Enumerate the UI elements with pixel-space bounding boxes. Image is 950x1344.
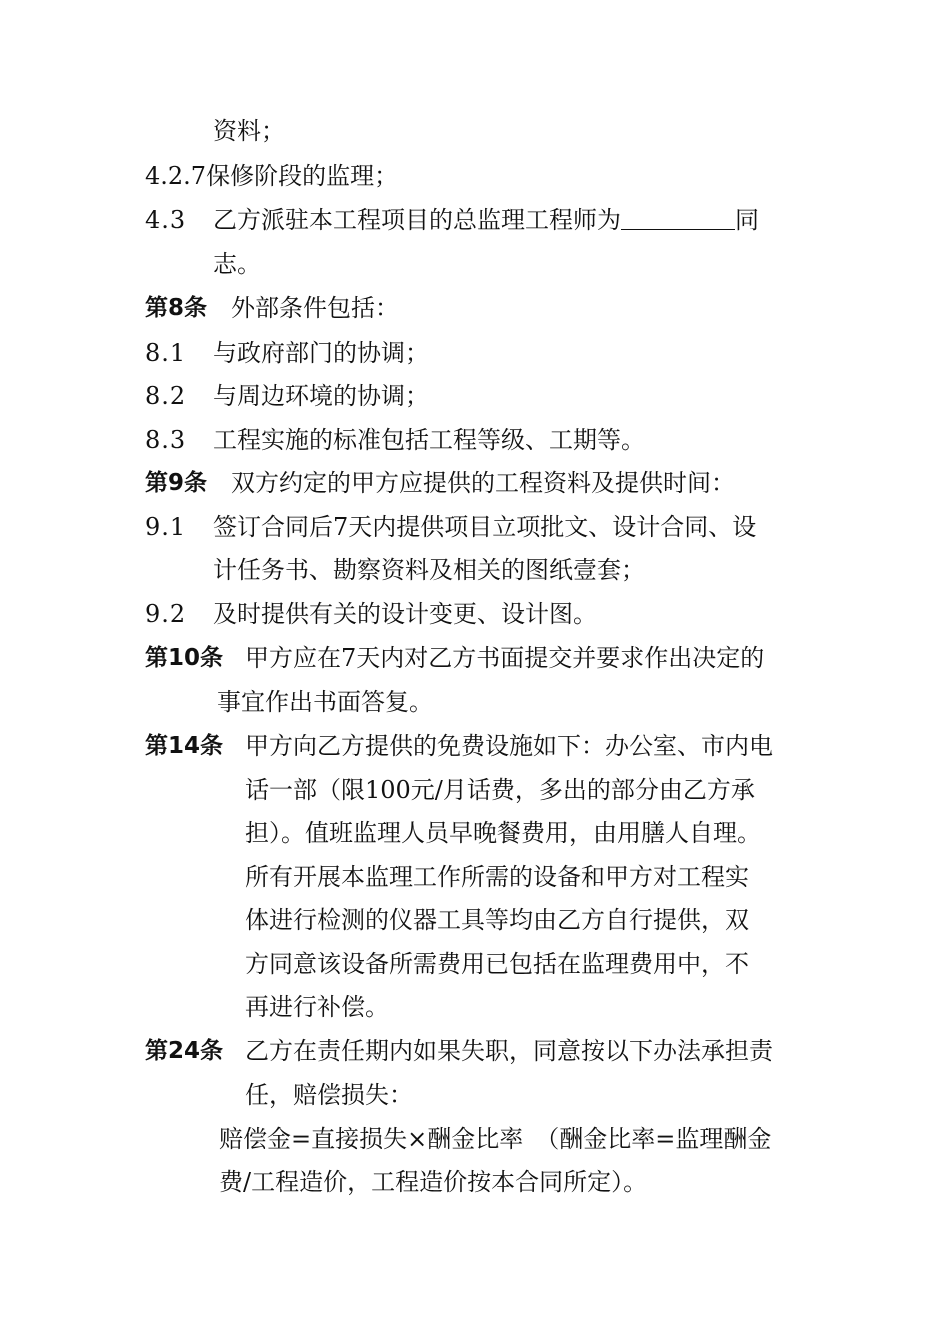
article-text: 双方约定的甲方应提供的工程资料及提供时间： — [231, 469, 735, 497]
clause-number: 4.3 — [145, 206, 187, 234]
text-line: 任，赔偿损失： — [245, 1081, 413, 1109]
clause-4-2-7: 4.2.7保修阶段的监理； — [145, 162, 399, 190]
text-line: 所有开展本监理工作所需的设备和甲方对工程实 — [245, 863, 749, 891]
clause-text: 与政府部门的协调； — [213, 339, 429, 367]
text-line: 再进行补偿。 — [245, 993, 389, 1021]
article-heading: 第24条 — [145, 1038, 224, 1064]
clause-4-3-line — [213, 205, 759, 235]
clause-text: 及时提供有关的设计变更、设计图。 — [213, 600, 597, 628]
text-line: 计任务书、勘察资料及相关的图纸壹套； — [213, 556, 645, 584]
blank-fill-line — [621, 205, 735, 230]
article-heading: 第10条 — [145, 645, 224, 671]
article-text: 甲方应在7天内对乙方书面提交并要求作出决定的 — [245, 644, 765, 672]
article-text: 甲方向乙方提供的免费设施如下：办公室、市内电 — [245, 732, 773, 760]
text-line: 事宜作出书面答复。 — [217, 688, 433, 716]
text-line: 资料； — [213, 117, 285, 145]
clause-number: 8.3 — [145, 426, 187, 454]
text-line: 话一部（限100元/月话费，多出的部分由乙方承 — [245, 776, 755, 804]
clause-text: 与周边环境的协调； — [213, 382, 429, 410]
clause-text: 工程实施的标准包括工程等级、工期等。 — [213, 426, 645, 454]
clause-number: 8.2 — [145, 382, 187, 410]
text-line: 方同意该设备所需费用已包括在监理费用中，不 — [245, 950, 749, 978]
text-line: 担）。值班监理人员早晚餐费用，由用膳人自理。 — [245, 819, 761, 847]
clause-4-3-text: 乙方派驻本工程项目的总监理工程师为 — [213, 206, 621, 234]
text-line: 志。 — [213, 250, 261, 278]
article-text: 乙方在责任期内如果失职，同意按以下办法承担责 — [245, 1037, 773, 1065]
article-heading: 第9条 — [145, 470, 208, 496]
clause-number: 9.2 — [145, 600, 187, 628]
article-text: 外部条件包括： — [231, 294, 399, 322]
clause-number: 9.1 — [145, 513, 187, 541]
text-line: 体进行检测的仪器工具等均由乙方自行提供，双 — [245, 906, 749, 934]
clause-4-3-tail: 同 — [735, 206, 759, 234]
article-heading: 第14条 — [145, 733, 224, 759]
clause-number: 8.1 — [145, 339, 187, 367]
formula-line: 赔偿金=直接损失×酬金比率 （酬金比率=监理酬金 — [219, 1125, 772, 1153]
article-heading: 第8条 — [145, 295, 208, 321]
clause-text: 签订合同后7天内提供项目立项批文、设计合同、设 — [213, 513, 757, 541]
formula-line: 费/工程造价，工程造价按本合同所定）。 — [219, 1168, 648, 1196]
